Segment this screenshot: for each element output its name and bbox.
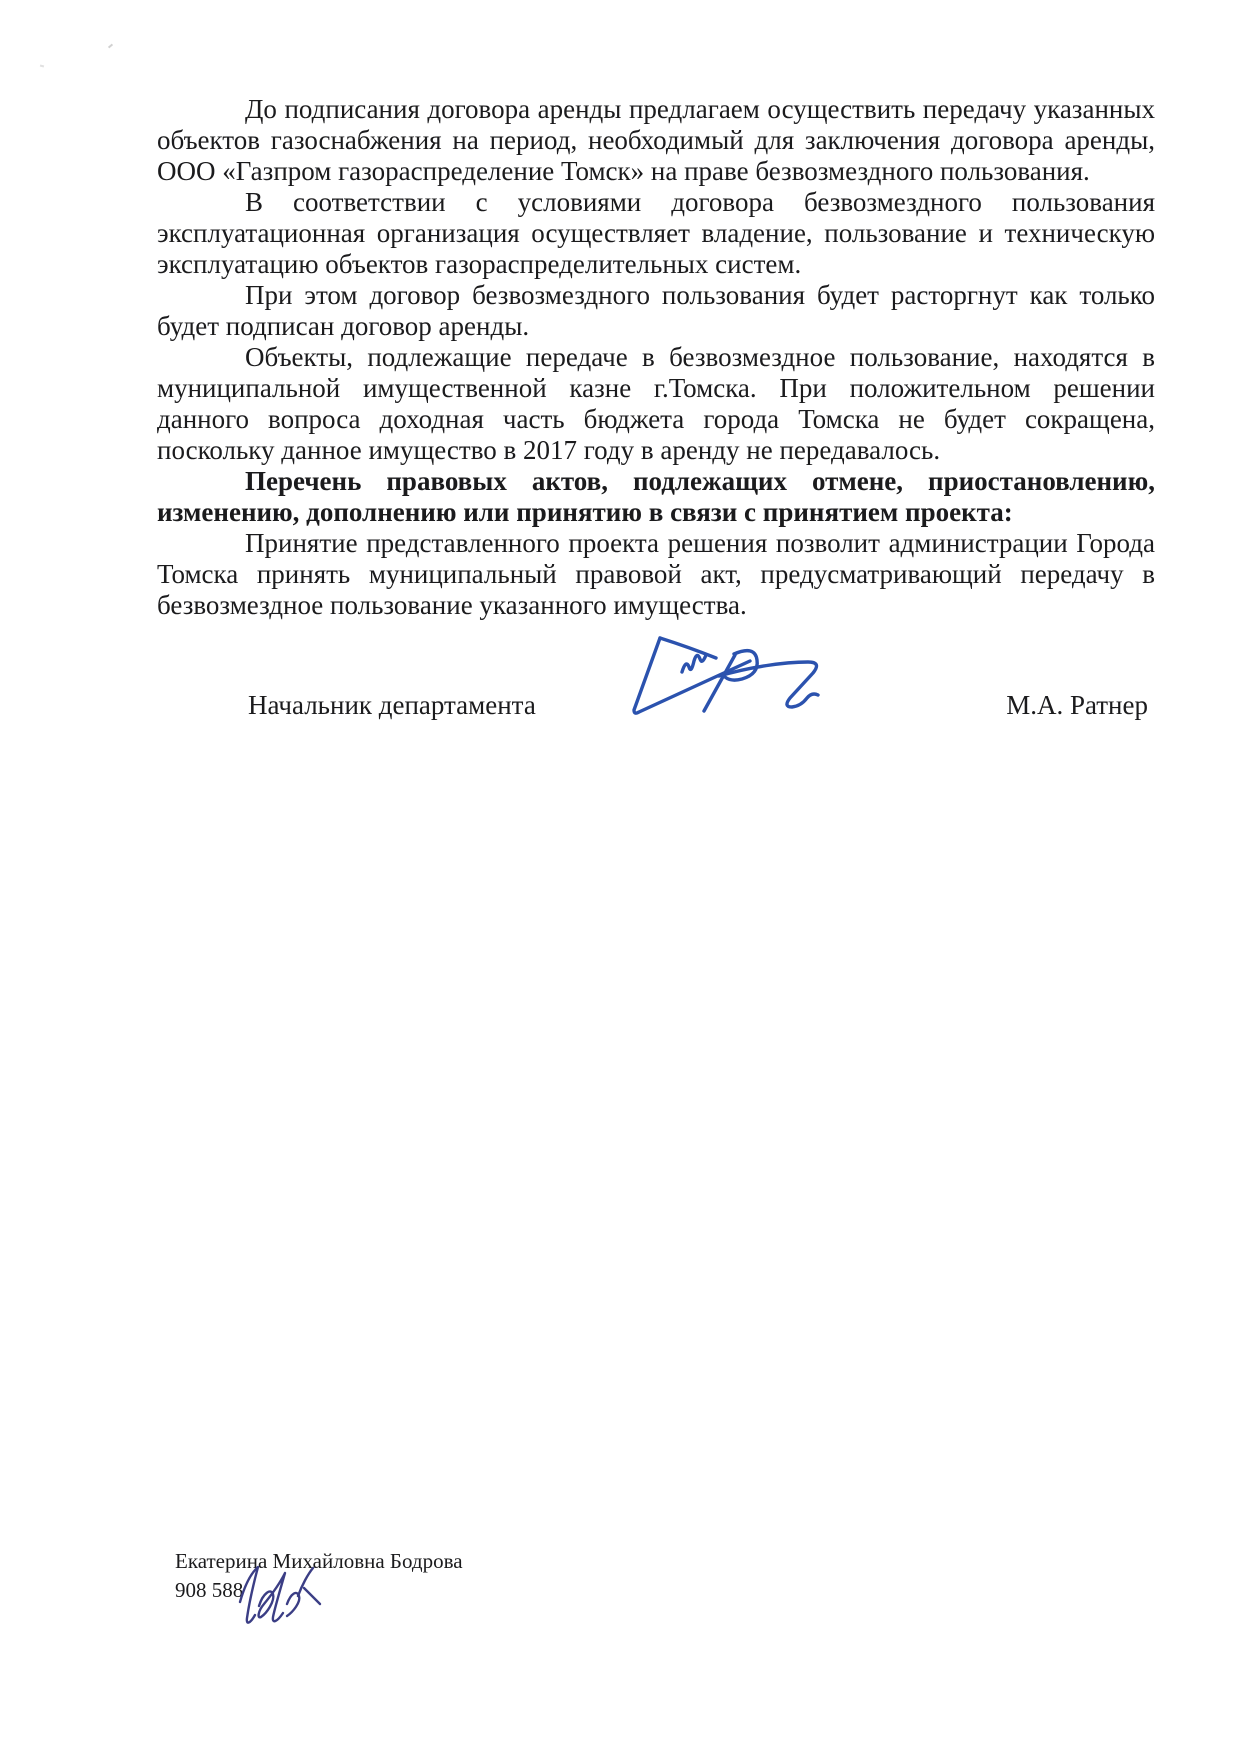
body-paragraph-heading-bold: Перечень правовых актов, подлежащих отмене, приостановлению, изменению, дополнению или принятию в связи с принятием проекта: (157, 466, 1155, 527)
body-paragraph: До подписания договора аренды предлагаем осуществить передачу указанных объектов газоснабжения на период, необходимый для заключения договора аренды, ООО «Газпром газораспределение Томск» на праве безвозмездного пользования. (157, 94, 1155, 186)
executor-name: Екатерина Михайловна Бодрова (175, 1549, 463, 1573)
initials-ink-strokes (240, 1567, 320, 1623)
scan-artifact-speck (108, 44, 113, 49)
scan-artifact-speck (40, 65, 44, 68)
signature-ink-strokes (634, 638, 818, 713)
signatory-position-title: Начальник департамента (248, 690, 536, 720)
document-body (157, 94, 1155, 621)
signatory-name: М.А. Ратнер (1006, 690, 1148, 720)
body-paragraph: Объекты, подлежащие передаче в безвозмездное пользование, находятся в муниципальной имущественной казне г.Томска. При положительном решении данного вопроса доходная часть бюджета города Томска не будет сокращена, поскольку данное имущество в 2017 году в аренду не передавалось. (157, 342, 1155, 465)
body-paragraph: Принятие представленного проекта решения позволит администрации Города Томска принять муниципальный правовой акт, предусматривающий передачу в безвозмездное пользование указанного имущества. (157, 528, 1155, 620)
executor-handwritten-initials (230, 1558, 338, 1632)
director-handwritten-signature (598, 624, 838, 744)
body-paragraph: При этом договор безвозмездного пользования будет расторгнут как только будет подписан договор аренды. (157, 280, 1155, 341)
body-paragraph: В соответствии с условиями договора безвозмездного пользования эксплуатационная организация осуществляет владение, пользование и техническую эксплуатацию объектов газораспределительных систем. (157, 187, 1155, 279)
executor-phone: 908 588 (175, 1578, 244, 1602)
